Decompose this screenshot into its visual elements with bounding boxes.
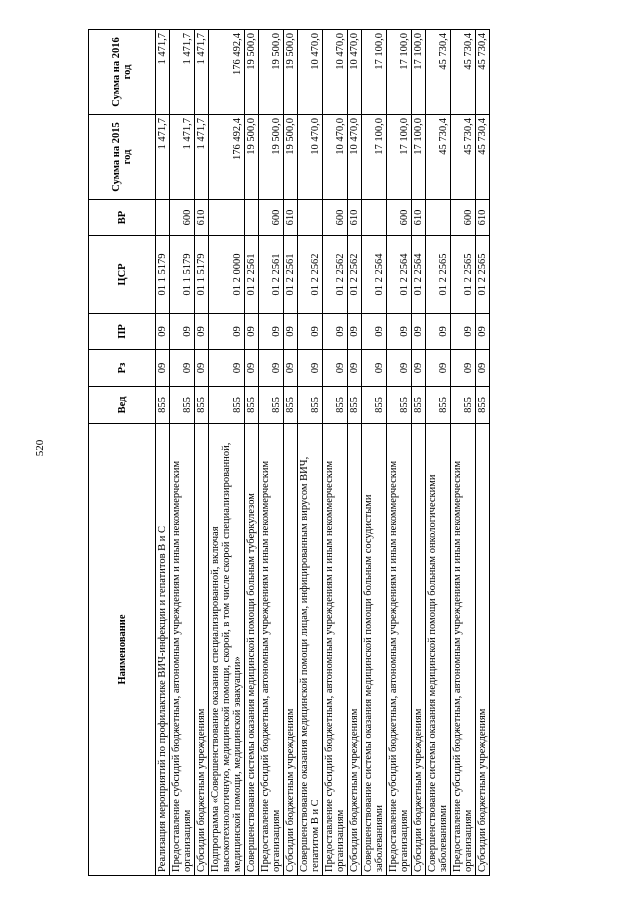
cell-csr: 01 2 2561 [259, 236, 284, 314]
cell-ved: 855 [362, 387, 387, 424]
cell-rz: 09 [412, 350, 426, 387]
cell-vr [426, 200, 451, 236]
cell-name: Подпрограмма «Совершенствование оказания специализированной, включая высокотехнологичную, медицинской помощи, скорой, в том числе скорой специализированной, медицинской помощи, медицинской эвакуации» [209, 424, 245, 876]
cell-sum-2015: 19 500,0 [259, 115, 284, 200]
cell-sum-2015: 176 492,4 [209, 115, 245, 200]
cell-vr [156, 200, 170, 236]
cell-sum-2016: 17 100,0 [412, 30, 426, 115]
cell-name: Предоставление субсидий бюджетным, автономным учреждениям и иным некоммерческим организациям [170, 424, 195, 876]
table-row [156, 30, 170, 876]
cell-csr: 01 2 2565 [451, 236, 476, 314]
cell-pr: 09 [156, 314, 170, 350]
cell-csr: 01 2 2562 [323, 236, 348, 314]
cell-ved: 855 [348, 387, 362, 424]
table-row [476, 30, 490, 876]
cell-sum-2016: 45 730,4 [426, 30, 451, 115]
cell-pr: 09 [195, 314, 209, 350]
cell-csr: 01 2 2562 [348, 236, 362, 314]
cell-rz: 09 [476, 350, 490, 387]
header-vr: ВР [89, 200, 156, 236]
cell-rz: 09 [195, 350, 209, 387]
header-csr: ЦСР [89, 236, 156, 314]
cell-rz: 09 [259, 350, 284, 387]
table-row [195, 30, 209, 876]
cell-rz: 09 [156, 350, 170, 387]
cell-ved: 855 [259, 387, 284, 424]
table-row [451, 30, 476, 876]
table-container [88, 30, 566, 876]
cell-sum-2016: 10 470,0 [323, 30, 348, 115]
cell-sum-2016: 1 471,7 [195, 30, 209, 115]
cell-rz: 09 [284, 350, 298, 387]
cell-vr: 610 [195, 200, 209, 236]
cell-rz: 09 [451, 350, 476, 387]
table-row [362, 30, 387, 876]
cell-vr: 610 [284, 200, 298, 236]
cell-rz: 09 [209, 350, 245, 387]
cell-ved: 855 [323, 387, 348, 424]
cell-sum-2016: 19 500,0 [259, 30, 284, 115]
cell-csr: 01 1 5179 [170, 236, 195, 314]
cell-sum-2016: 45 730,4 [451, 30, 476, 115]
header-sum-2016: Сумма на 2016 год [89, 30, 156, 115]
table-row [259, 30, 284, 876]
cell-rz: 09 [426, 350, 451, 387]
cell-vr: 600 [259, 200, 284, 236]
table-row [209, 30, 245, 876]
cell-ved: 855 [298, 387, 323, 424]
rotated-page-area [88, 30, 566, 876]
cell-name: Совершенствование системы оказания медицинской помощи больным сосудистыми заболеваниями [362, 424, 387, 876]
cell-pr: 09 [259, 314, 284, 350]
table-row [348, 30, 362, 876]
cell-vr: 600 [387, 200, 412, 236]
cell-name: Предоставление субсидий бюджетным, автономным учреждениям и иным некоммерческим организациям [323, 424, 348, 876]
cell-ved: 855 [195, 387, 209, 424]
cell-name: Субсидии бюджетным учреждениям [476, 424, 490, 876]
cell-name: Субсидии бюджетным учреждениям [195, 424, 209, 876]
table-row [284, 30, 298, 876]
cell-csr: 01 2 0000 [209, 236, 245, 314]
cell-vr: 610 [412, 200, 426, 236]
cell-sum-2015: 17 100,0 [362, 115, 387, 200]
cell-pr: 09 [348, 314, 362, 350]
cell-csr: 01 2 2565 [426, 236, 451, 314]
cell-sum-2015: 10 470,0 [323, 115, 348, 200]
cell-csr: 01 2 2564 [362, 236, 387, 314]
cell-sum-2015: 45 730,4 [451, 115, 476, 200]
cell-csr: 01 1 5179 [156, 236, 170, 314]
cell-sum-2015: 1 471,7 [195, 115, 209, 200]
table-body [156, 30, 490, 876]
cell-csr: 01 2 2564 [412, 236, 426, 314]
cell-sum-2015: 1 471,7 [170, 115, 195, 200]
table-row [387, 30, 412, 876]
cell-pr: 09 [245, 314, 259, 350]
cell-ved: 855 [476, 387, 490, 424]
cell-pr: 09 [323, 314, 348, 350]
cell-rz: 09 [323, 350, 348, 387]
budget-table [88, 29, 490, 876]
cell-csr: 01 2 2562 [298, 236, 323, 314]
cell-pr: 09 [451, 314, 476, 350]
cell-name: Предоставление субсидий бюджетным, автономным учреждениям и иным некоммерческим организациям [387, 424, 412, 876]
cell-sum-2015: 19 500,0 [284, 115, 298, 200]
table-header-row [89, 30, 156, 876]
cell-pr: 09 [476, 314, 490, 350]
cell-name: Реализация мероприятий по профилактике ВИЧ-инфекции и гепатитов В и С [156, 424, 170, 876]
cell-rz: 09 [348, 350, 362, 387]
cell-vr: 610 [348, 200, 362, 236]
table-row [170, 30, 195, 876]
cell-pr: 09 [298, 314, 323, 350]
cell-csr: 01 1 5179 [195, 236, 209, 314]
table-row [412, 30, 426, 876]
cell-ved: 855 [156, 387, 170, 424]
table-row [298, 30, 323, 876]
cell-sum-2015: 45 730,4 [476, 115, 490, 200]
cell-vr: 600 [170, 200, 195, 236]
cell-name: Предоставление субсидий бюджетным, автономным учреждениям и иным некоммерческим организациям [451, 424, 476, 876]
cell-csr: 01 2 2561 [245, 236, 259, 314]
cell-sum-2016: 45 730,4 [476, 30, 490, 115]
cell-sum-2015: 17 100,0 [412, 115, 426, 200]
cell-name: Субсидии бюджетным учреждениям [348, 424, 362, 876]
cell-sum-2016: 10 470,0 [348, 30, 362, 115]
cell-pr: 09 [362, 314, 387, 350]
cell-pr: 09 [284, 314, 298, 350]
cell-sum-2016: 19 500,0 [284, 30, 298, 115]
table-row [245, 30, 259, 876]
cell-name: Субсидии бюджетным учреждениям [412, 424, 426, 876]
page-number: 520 [34, 439, 46, 457]
cell-pr: 09 [387, 314, 412, 350]
cell-sum-2015: 1 471,7 [156, 115, 170, 200]
header-ved: Вед [89, 387, 156, 424]
cell-vr [209, 200, 245, 236]
cell-sum-2016: 1 471,7 [170, 30, 195, 115]
cell-vr: 600 [323, 200, 348, 236]
cell-csr: 01 2 2564 [387, 236, 412, 314]
cell-sum-2015: 17 100,0 [387, 115, 412, 200]
cell-pr: 09 [209, 314, 245, 350]
cell-rz: 09 [387, 350, 412, 387]
cell-ved: 855 [387, 387, 412, 424]
table-row [426, 30, 451, 876]
cell-rz: 09 [245, 350, 259, 387]
cell-ved: 855 [284, 387, 298, 424]
cell-sum-2016: 17 100,0 [387, 30, 412, 115]
cell-name: Совершенствование системы оказания медицинской помощи больным онкологическими заболеваниями [426, 424, 451, 876]
cell-rz: 09 [298, 350, 323, 387]
cell-pr: 09 [426, 314, 451, 350]
cell-rz: 09 [170, 350, 195, 387]
cell-sum-2016: 1 471,7 [156, 30, 170, 115]
cell-vr [362, 200, 387, 236]
cell-sum-2016: 176 492,4 [209, 30, 245, 115]
cell-sum-2015: 45 730,4 [426, 115, 451, 200]
cell-vr [298, 200, 323, 236]
cell-csr: 01 2 2565 [476, 236, 490, 314]
cell-ved: 855 [245, 387, 259, 424]
cell-ved: 855 [451, 387, 476, 424]
header-sum-2015: Сумма на 2015 год [89, 115, 156, 200]
cell-name: Совершенствование оказания медицинской помощи лицам, инфицированным вирусом ВИЧ, гепатитом В и С [298, 424, 323, 876]
cell-name: Предоставление субсидий бюджетным, автономным учреждениям и иным некоммерческим организациям [259, 424, 284, 876]
cell-sum-2015: 19 500,0 [245, 115, 259, 200]
cell-ved: 855 [426, 387, 451, 424]
cell-sum-2015: 10 470,0 [298, 115, 323, 200]
table-row [323, 30, 348, 876]
header-name: Наименование [89, 424, 156, 876]
cell-vr [245, 200, 259, 236]
cell-name: Субсидии бюджетным учреждениям [284, 424, 298, 876]
cell-pr: 09 [412, 314, 426, 350]
cell-sum-2016: 17 100,0 [362, 30, 387, 115]
cell-ved: 855 [170, 387, 195, 424]
cell-rz: 09 [362, 350, 387, 387]
cell-sum-2016: 10 470,0 [298, 30, 323, 115]
cell-pr: 09 [170, 314, 195, 350]
cell-name: Совершенствование системы оказания медицинской помощи больным туберкулезом [245, 424, 259, 876]
cell-csr: 01 2 2561 [284, 236, 298, 314]
cell-sum-2015: 10 470,0 [348, 115, 362, 200]
cell-sum-2016: 19 500,0 [245, 30, 259, 115]
cell-ved: 855 [209, 387, 245, 424]
header-pr: ПР [89, 314, 156, 350]
cell-vr: 610 [476, 200, 490, 236]
cell-vr: 600 [451, 200, 476, 236]
cell-ved: 855 [412, 387, 426, 424]
header-rz: Рз [89, 350, 156, 387]
